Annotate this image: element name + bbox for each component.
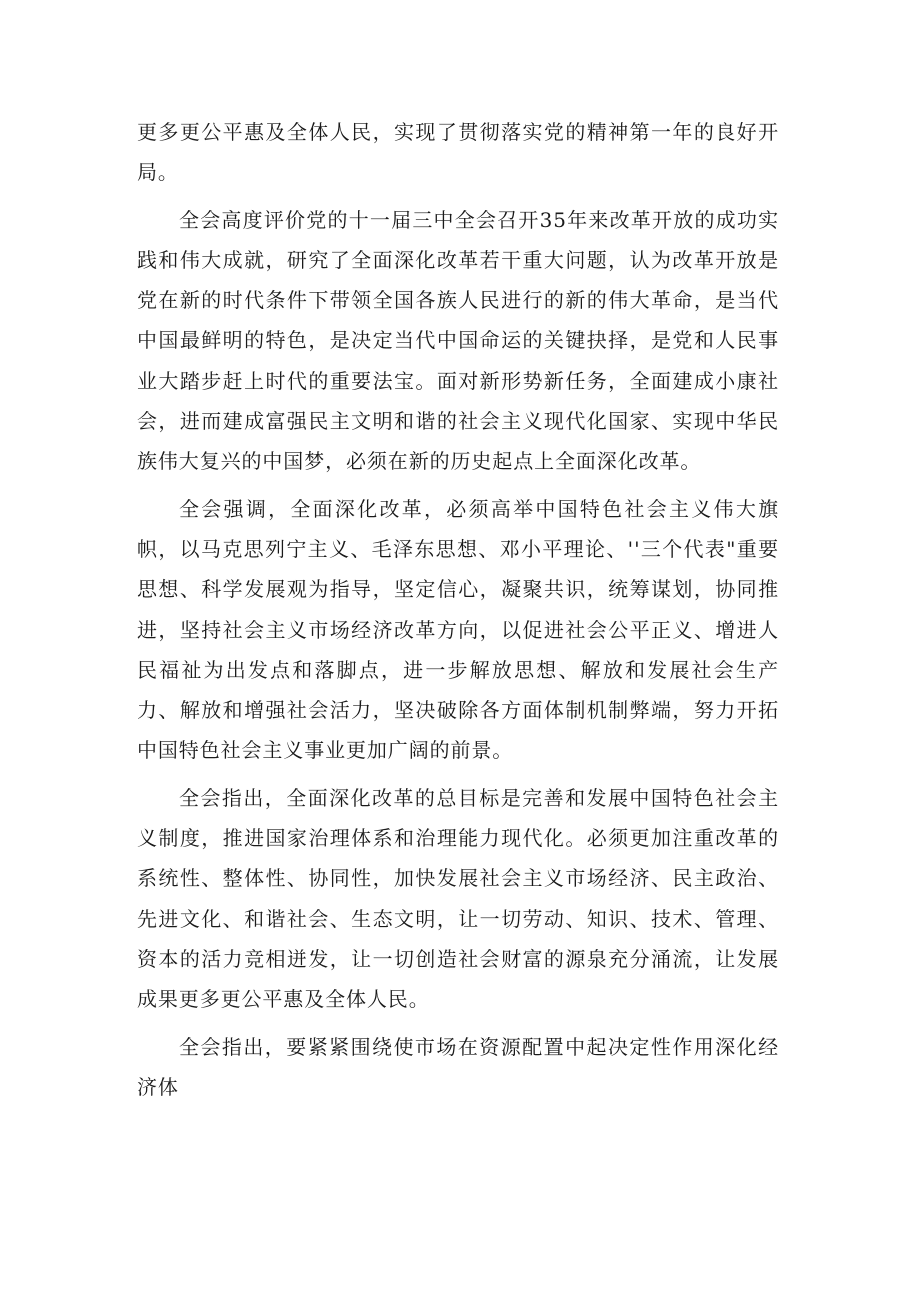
paragraph-1: 更多更公平惠及全体人民，实现了贯彻落实党的精神第一年的良好开局。	[137, 120, 779, 185]
paragraph-gap	[137, 771, 779, 778]
paragraph-5: 全会指出，要紧紧围绕使市场在资源配置中起决定性作用深化经济体	[137, 1034, 779, 1099]
paragraph-gap	[137, 482, 779, 489]
paragraph-3: 全会强调，全面深化改革，必须高举中国特色社会主义伟大旗帜，以马克思列宁主义、毛泽东思想、邓小平理论、''三个代表"重要思想、科学发展观为指导，坚定信心，凝聚共识，统筹谋划，协同推进，坚持社会主义市场经济改革方向，以促进社会公平正义、增进人民福祉为出发点和落脚点，进一步解放思想、解放和发展社会生产力、解放和增强社会活力，坚决破除各方面体制机制弊端，努力开拓中国特色社会主义事业更加广阔的前景。	[137, 496, 779, 763]
paragraph-4: 全会指出，全面深化改革的总目标是完善和发展中国特色社会主义制度，推进国家治理体系和治理能力现代化。必须更加注重改革的系统性、整体性、协同性，加快发展社会主义市场经济、民主政治、先进文化、和谐社会、生态文明，让一切劳动、知识、技术、管理、资本的活力竞相迸发，让一切创造社会财富的源泉充分涌流，让发展成果更多更公平惠及全体人民。	[137, 785, 779, 1012]
document-body	[137, 112, 779, 1107]
paragraph-gap	[137, 193, 779, 200]
paragraph-2: 全会高度评价党的十一届三中全会召开35年来改革开放的成功实践和伟大成就，研究了全面深化改革若干重大问题，认为改革开放是党在新的时代条件下带领全国各族人民进行的新的伟大革命，是当代中国最鲜明的特色，是决定当代中国命运的关键抉择，是党和人民事业大踏步赶上时代的重要法宝。面对新形势新任务，全面建成小康社会，进而建成富强民主文明和谐的社会主义现代化国家、实现中华民族伟大复兴的中国梦，必须在新的历史起点上全面深化改革。	[137, 207, 779, 474]
paragraph-gap	[137, 1020, 779, 1027]
